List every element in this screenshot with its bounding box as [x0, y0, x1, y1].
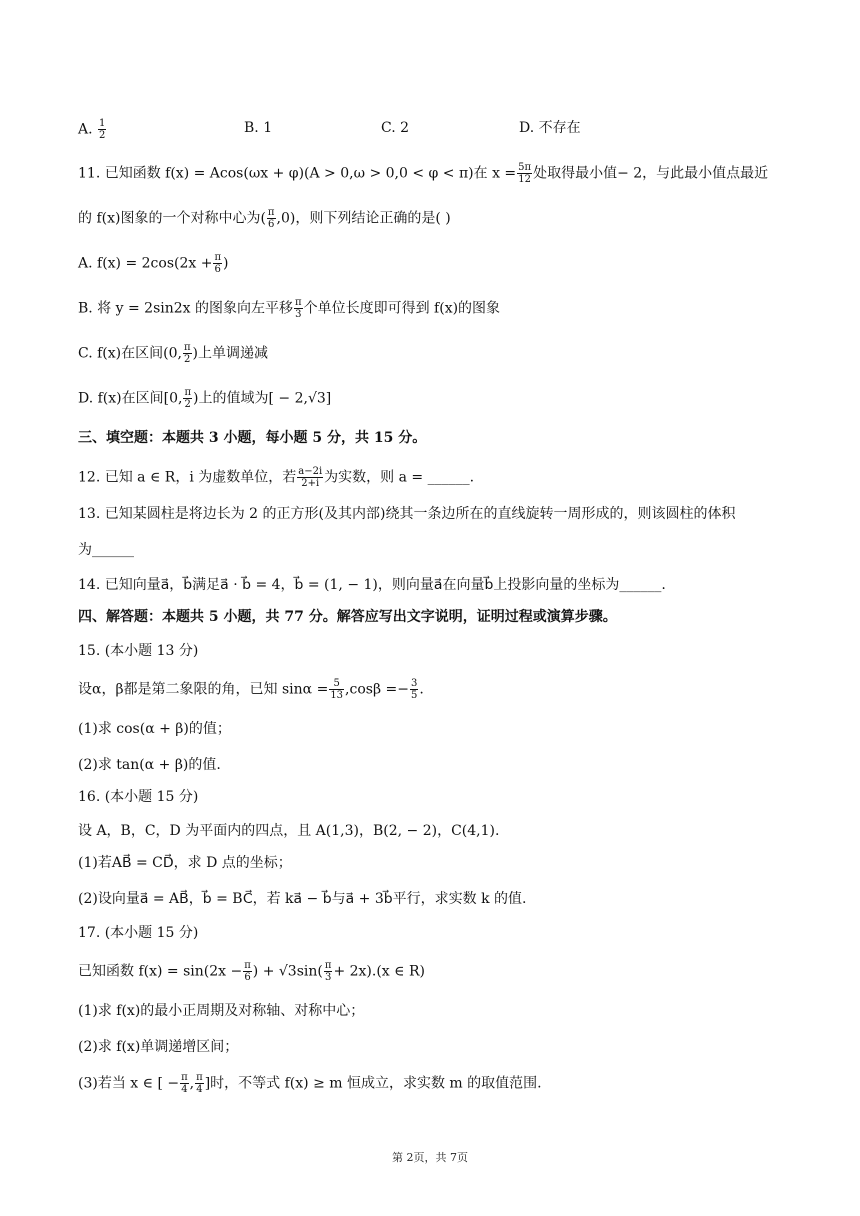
- section-4-heading: 四、解答题：本题共 5 小题，共 77 分。解答应写出文字说明，证明过程或演算步骤。: [78, 609, 617, 625]
- frac-den: 2: [99, 130, 106, 141]
- frac-num: π: [196, 1072, 203, 1083]
- frac-num: a−2i: [298, 466, 323, 477]
- q11-stem-text-3: 的 f(x)图象的一个对称中心为(: [78, 210, 266, 227]
- q11-option-a-text-1: A. f(x) = 2cos(2x +: [78, 255, 213, 272]
- frac-den: 6: [244, 972, 251, 983]
- frac-den: 12: [518, 174, 531, 185]
- q17-sub3-fraction-2: [195, 1072, 204, 1095]
- q11-option-d: [78, 387, 331, 410]
- q11-option-c-text-2: )上单调递减: [192, 345, 268, 362]
- q10-option-a-fraction: [98, 118, 106, 141]
- q15-sub1: (1)求 cos(α + β)的值；: [78, 721, 231, 737]
- q11-option-c: [78, 342, 268, 365]
- frac-num: π: [244, 960, 251, 971]
- q17-sub3: [78, 1072, 542, 1095]
- q17-fraction-2: [324, 960, 333, 983]
- q17-sub3-fraction-1: [180, 1072, 189, 1095]
- q17-stem: [78, 960, 425, 983]
- q15-stem-text-1: 设α，β都是第二象限的角，已知 sinα =: [78, 681, 329, 698]
- q12-text-2: 为实数，则 a = ______.: [324, 469, 475, 486]
- q11-option-b-text-1: B. 将 y = 2sin2x 的图象向左平移: [78, 300, 294, 317]
- q11-stem-line2: [78, 207, 451, 230]
- frac-den: 13: [330, 690, 344, 701]
- q12-stem: [78, 466, 474, 489]
- frac-den: 4: [196, 1084, 203, 1095]
- q17-sub1: (1)求 f(x)的最小正周期及对称轴、对称中心；: [78, 1003, 365, 1019]
- frac-num: π: [324, 960, 332, 971]
- q17-fraction-1: [243, 960, 252, 983]
- q17-sub3-text-1: (3)若当 x ∈ [ −: [78, 1075, 180, 1092]
- q10-option-a: [78, 118, 107, 141]
- frac-num: π: [181, 1072, 188, 1083]
- q11-option-d-text-2: )上的值域为[ − 2,√3]: [193, 390, 332, 407]
- q11-option-a-fraction: [213, 252, 222, 275]
- q17-stem-text-2: ) + √3sin(: [252, 963, 323, 980]
- frac-den: 2: [184, 354, 191, 365]
- q15-header: 15. (本小题 13 分): [78, 643, 199, 659]
- q13-line2: 为______: [78, 542, 134, 558]
- frac-den: 6: [268, 219, 275, 230]
- frac-num: π: [214, 252, 222, 263]
- q15-sub2: (2)求 tan(α + β)的值.: [78, 757, 221, 773]
- q11-option-a: [78, 252, 229, 275]
- q11-stem-text-2: 处取得最小值− 2，与此最小值点最近: [533, 165, 769, 182]
- q11-stem-fraction: [517, 162, 532, 185]
- frac-den: 2+i: [301, 478, 320, 489]
- q15-stem-text-3: .: [419, 681, 424, 698]
- q13-line1: 13. 已知某圆柱是将边长为 2 的正方形(及其内部)绕其一条边所在的直线旋转一周形成的，则该圆柱的体积: [78, 506, 736, 522]
- q11-option-d-fraction: [183, 387, 192, 410]
- q11-option-d-text-1: D. f(x)在区间[0,: [78, 390, 183, 407]
- q11-stem-fraction-2: [267, 207, 276, 230]
- q15-fraction-1: [329, 678, 344, 701]
- q15-stem-text-2: ,cosβ =−: [345, 681, 409, 698]
- q17-sub2: (2)求 f(x)单调递增区间；: [78, 1039, 239, 1055]
- q17-sub3-text-2: ]时，不等式 f(x) ≥ m 恒成立，求实数 m 的取值范围.: [204, 1075, 542, 1092]
- q11-option-b-fraction: [294, 297, 303, 320]
- q16-sub1: (1)若AB⃗ = CD⃗，求 D 点的坐标；: [78, 855, 292, 871]
- frac-den: 3: [324, 972, 332, 983]
- q16-header: 16. (本小题 15 分): [78, 789, 199, 805]
- q11-option-b: [78, 297, 500, 320]
- frac-num: 5π: [518, 162, 532, 173]
- q10-option-d: D. 不存在: [519, 120, 581, 136]
- q15-fraction-2: [410, 678, 418, 701]
- q16-sub2: (2)设向量a⃗ = AB⃗，b⃗ = BC⃗，若 ka⃗ − b⃗与a⃗ + 3b⃗平行，求实数 k 的值.: [78, 891, 527, 907]
- q17-header: 17. (本小题 15 分): [78, 925, 199, 941]
- q11-option-b-text-2: 个单位长度即可得到 f(x)的图象: [303, 300, 501, 317]
- q16-stem: 设 A，B，C，D 为平面内的四点，且 A(1,3)，B(2, − 2)，C(4,1).: [78, 823, 500, 839]
- q11-option-c-fraction: [183, 342, 192, 365]
- q10-option-b: B. 1: [244, 120, 273, 136]
- frac-den: 5: [410, 690, 418, 701]
- section-3-heading: 三、填空题：本题共 3 小题，每小题 5 分，共 15 分。: [78, 430, 427, 446]
- q10-option-c: C. 2: [381, 120, 410, 136]
- frac-den: 4: [181, 1084, 188, 1095]
- q10-option-a-label: A.: [78, 121, 93, 138]
- frac-num: π: [295, 297, 302, 308]
- q11-option-c-text-1: C. f(x)在区间(0,: [78, 345, 182, 362]
- frac-num: π: [183, 342, 191, 353]
- q11-stem-text-1: 11. 已知函数 f(x) = Acos(ωx + φ)(A > 0,ω > 0,0 < φ < π)在 x =: [78, 165, 517, 182]
- frac-den: 3: [295, 309, 302, 320]
- q11-stem-line1: [78, 162, 768, 185]
- q11-stem-text-4: ,0)，则下列结论正确的是( ): [276, 210, 451, 227]
- q12-text-1: 12. 已知 a ∈ R，i 为虚数单位，若: [78, 469, 297, 486]
- frac-num: π: [184, 387, 192, 398]
- q14-stem: 14. 已知向量a⃗，b⃗满足a⃗ · b⃗ = 4，b⃗ = (1, − 1)，则向量a⃗在向量b⃗上投影向量的坐标为______.: [78, 577, 666, 593]
- q11-option-a-text-2: ): [223, 255, 229, 272]
- q17-stem-text-1: 已知函数 f(x) = sin(2x −: [78, 963, 243, 980]
- frac-num: 3: [410, 678, 418, 689]
- page-footer: 第 2页，共 7页: [392, 1151, 468, 1164]
- frac-num: π: [267, 207, 275, 218]
- q17-stem-text-3: + 2x).(x ∈ R): [333, 963, 425, 980]
- frac-num: 1: [99, 118, 106, 129]
- q12-fraction: [297, 466, 323, 489]
- frac-den: 6: [214, 264, 221, 275]
- frac-den: 2: [184, 399, 191, 410]
- q15-stem: [78, 678, 424, 701]
- q17-sub3-comma: ,: [189, 1075, 195, 1092]
- frac-num: 5: [329, 678, 344, 690]
